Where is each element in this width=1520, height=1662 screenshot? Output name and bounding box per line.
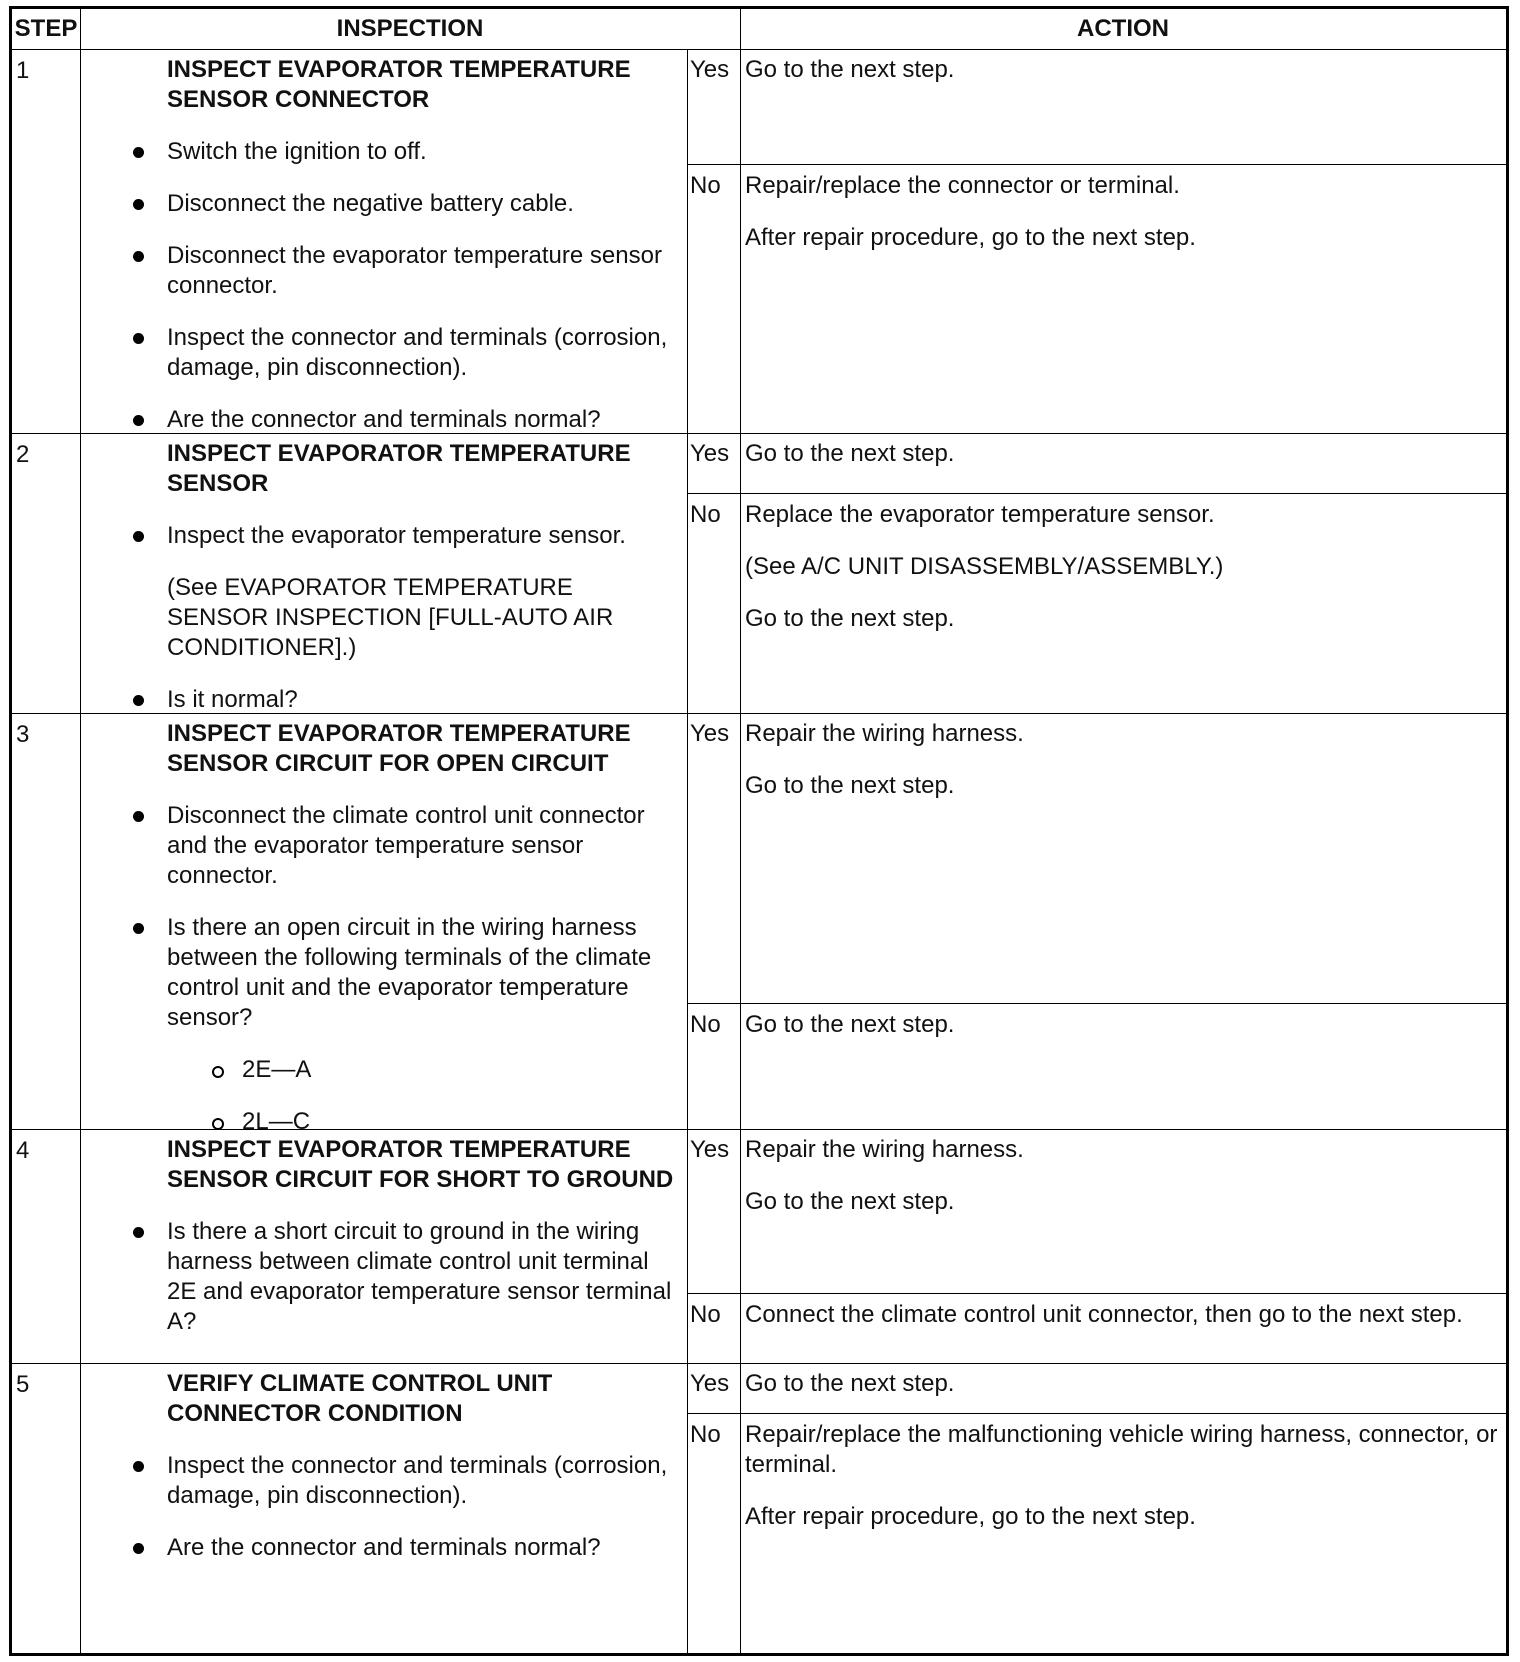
inspection-title: INSPECT EVAPORATOR TEMPERATURE SENSOR CIRCUIT FOR OPEN CIRCUIT bbox=[167, 720, 631, 777]
row-divider bbox=[12, 49, 1506, 50]
no-action: Repair/replace the connector or terminal. After repair procedure, go to the next step. bbox=[745, 172, 1196, 251]
no-label: No bbox=[690, 501, 721, 528]
yes-no-divider bbox=[687, 1293, 1506, 1294]
inspection-note: (See EVAPORATOR TEMPERATURE SENSOR INSPECTION [FULL-AUTO AIR CONDITIONER].) bbox=[167, 574, 614, 661]
header-inspection: INSPECTION bbox=[336, 15, 484, 42]
bullet-icon bbox=[133, 531, 144, 542]
bullet-icon bbox=[133, 251, 144, 262]
inspection-item: Are the connector and terminals normal? bbox=[167, 405, 677, 435]
inspection-title: INSPECT EVAPORATOR TEMPERATURE SENSOR CIRCUIT FOR SHORT TO GROUND bbox=[167, 1136, 674, 1193]
inspection-title: INSPECT EVAPORATOR TEMPERATURE SENSOR CONNECTOR bbox=[167, 56, 631, 113]
yes-action: Go to the next step. bbox=[745, 1370, 955, 1397]
yes-action: Go to the next step. bbox=[745, 56, 955, 83]
inspection-cell bbox=[167, 719, 677, 1137]
troubleshooting-table bbox=[9, 6, 1509, 1656]
header-action: ACTION bbox=[1077, 15, 1169, 42]
no-label: No bbox=[690, 172, 721, 199]
inspection-item: Inspect the connector and terminals (corrosion, damage, pin disconnection). bbox=[167, 1451, 677, 1511]
inspection-cell bbox=[167, 55, 677, 435]
yes-no-divider bbox=[687, 493, 1506, 494]
bullet-icon bbox=[133, 923, 144, 934]
inspection-item: Is there an open circuit in the wiring harness between the following terminals of the climate control unit and the evaporator temperature sensor? bbox=[167, 913, 677, 1033]
yes-label: Yes bbox=[690, 1136, 730, 1163]
no-action: Connect the climate control unit connector, then go to the next step. bbox=[745, 1301, 1463, 1328]
inspection-item: Disconnect the climate control unit connector and the evaporator temperature sensor connector. bbox=[167, 801, 677, 891]
header-step: STEP bbox=[14, 15, 78, 42]
no-label: No bbox=[690, 1301, 721, 1328]
bullet-icon bbox=[133, 1461, 144, 1472]
no-label: No bbox=[690, 1011, 721, 1038]
inspection-item: Inspect the connector and terminals (corrosion, damage, pin disconnection). bbox=[167, 323, 677, 383]
inspection-item: Are the connector and terminals normal? bbox=[167, 1533, 677, 1563]
circle-bullet-icon bbox=[212, 1066, 224, 1078]
column-divider bbox=[740, 9, 741, 1653]
no-action: Go to the next step. bbox=[745, 1011, 955, 1038]
bullet-icon bbox=[133, 147, 144, 158]
terminal-pair: 2L—C bbox=[242, 1107, 677, 1137]
no-label: No bbox=[690, 1421, 721, 1448]
step-number: 2 bbox=[16, 441, 30, 468]
yes-no-divider bbox=[687, 1003, 1506, 1004]
inspection-item: Disconnect the negative battery cable. bbox=[167, 189, 677, 219]
step-number: 1 bbox=[16, 57, 30, 84]
inspection-title: VERIFY CLIMATE CONTROL UNIT CONNECTOR CONDITION bbox=[167, 1370, 553, 1427]
column-divider bbox=[80, 9, 81, 1653]
yes-label: Yes bbox=[690, 720, 730, 747]
inspection-item: Disconnect the evaporator temperature sensor connector. bbox=[167, 241, 677, 301]
inspection-item: Switch the ignition to off. bbox=[167, 137, 677, 167]
step-number: 4 bbox=[16, 1137, 30, 1164]
yes-action: Repair the wiring harness. Go to the next step. bbox=[745, 1136, 1024, 1215]
bullet-icon bbox=[133, 1227, 144, 1238]
yes-action: Repair the wiring harness. Go to the next step. bbox=[745, 720, 1024, 799]
yes-action: Go to the next step. bbox=[745, 440, 955, 467]
inspection-cell bbox=[167, 439, 677, 715]
inspection-cell bbox=[167, 1135, 677, 1337]
bullet-icon bbox=[133, 199, 144, 210]
step-number: 3 bbox=[16, 721, 30, 748]
bullet-icon bbox=[133, 333, 144, 344]
step-number: 5 bbox=[16, 1371, 30, 1398]
bullet-icon bbox=[133, 811, 144, 822]
circle-bullet-icon bbox=[212, 1118, 224, 1130]
inspection-title: INSPECT EVAPORATOR TEMPERATURE SENSOR bbox=[167, 440, 631, 497]
yes-label: Yes bbox=[690, 440, 730, 467]
terminal-pair: 2E—A bbox=[242, 1055, 677, 1085]
yes-label: Yes bbox=[690, 1370, 730, 1397]
no-action: Repair/replace the malfunctioning vehicle wiring harness, connector, or terminal. After repair procedure, go to the next step. bbox=[745, 1421, 1498, 1530]
row-divider bbox=[12, 1363, 1506, 1364]
bullet-icon bbox=[133, 695, 144, 706]
bullet-icon bbox=[133, 415, 144, 426]
bullet-icon bbox=[133, 1543, 144, 1554]
yes-no-divider bbox=[687, 164, 1506, 165]
inspection-item: Is it normal? bbox=[167, 685, 677, 715]
yes-label: Yes bbox=[690, 56, 730, 83]
inspection-item: Is there a short circuit to ground in the wiring harness between climate control unit terminal 2E and evaporator temperature sensor terminal A? bbox=[167, 1217, 677, 1337]
no-action: Replace the evaporator temperature sensor. (See A/C UNIT DISASSEMBLY/ASSEMBLY.) Go to the next step. bbox=[745, 501, 1224, 632]
inspection-cell bbox=[167, 1369, 677, 1563]
inspection-item: Inspect the evaporator temperature sensor. bbox=[167, 521, 677, 551]
